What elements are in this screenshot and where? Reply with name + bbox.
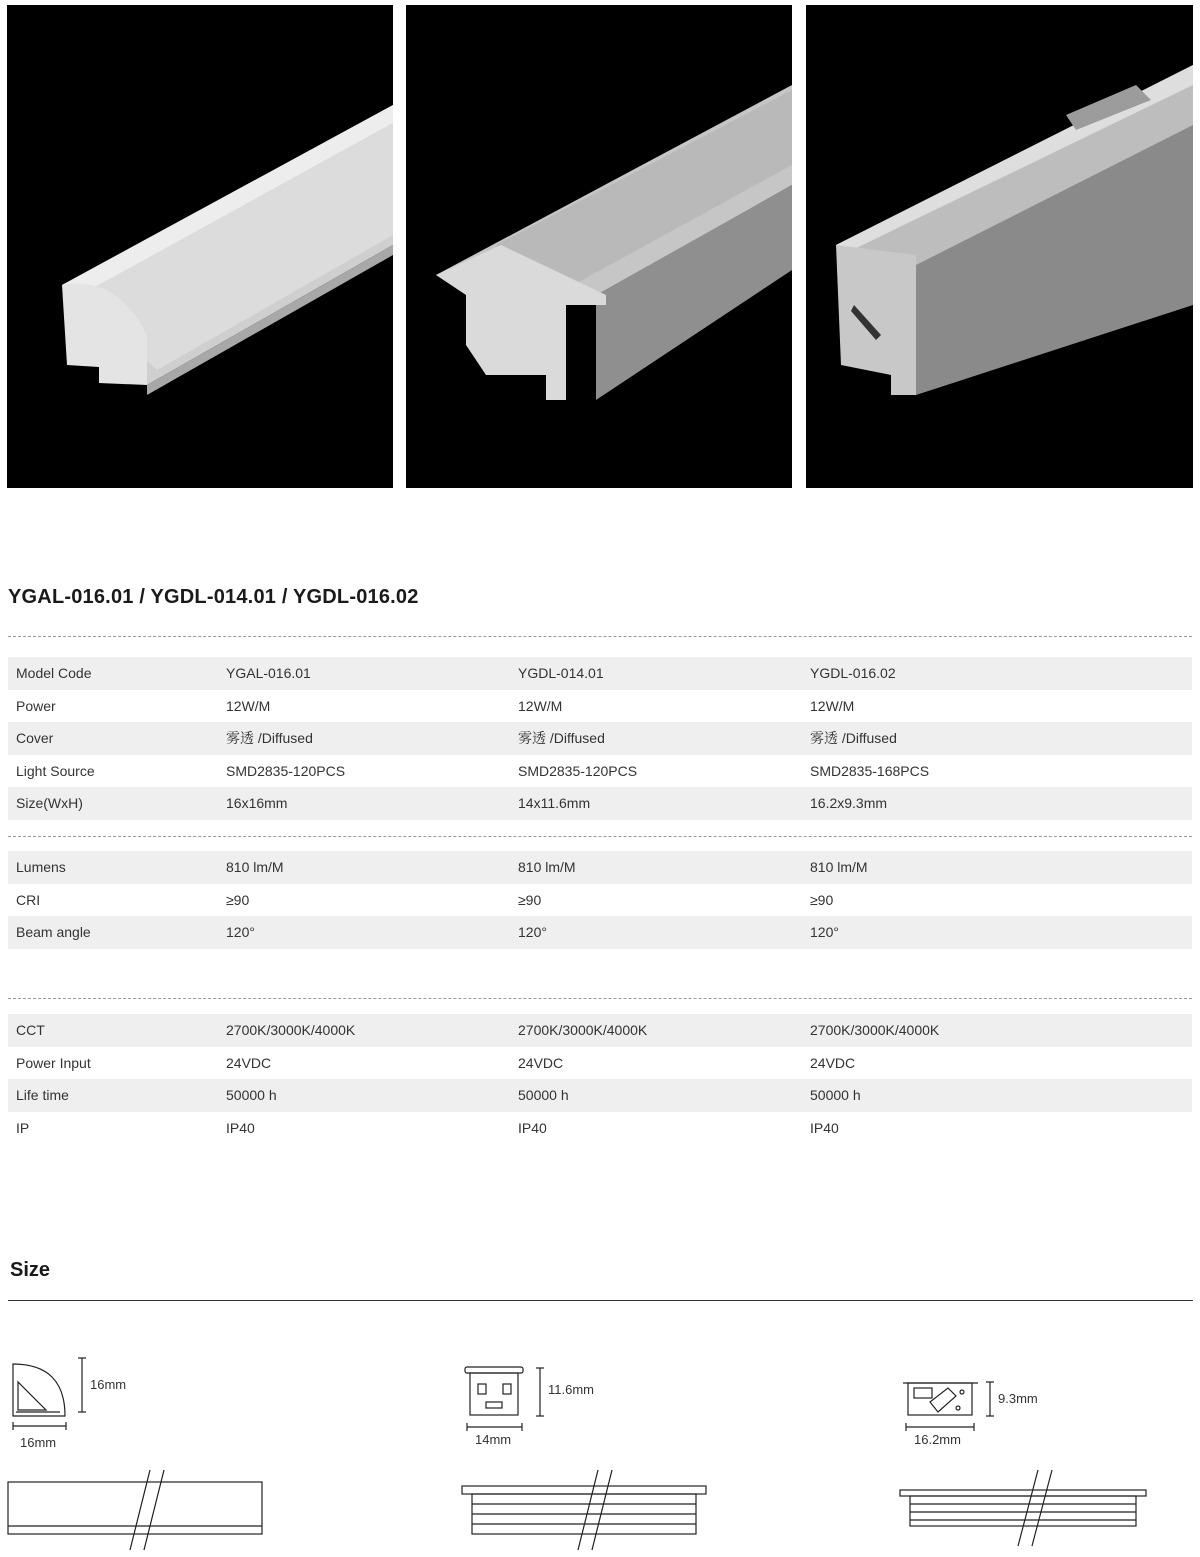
spec-value: 120° bbox=[810, 924, 839, 941]
spec-value: SMD2835-120PCS bbox=[226, 762, 346, 779]
spec-table-group-2 bbox=[8, 851, 1192, 949]
spec-value: 810 lm/M bbox=[226, 859, 284, 876]
spec-value: IP40 bbox=[518, 1119, 547, 1136]
spec-value: 50000 h bbox=[518, 1087, 569, 1104]
spec-row bbox=[8, 1047, 1192, 1080]
spec-value: ≥90 bbox=[226, 891, 250, 908]
spec-row bbox=[8, 690, 1192, 723]
spec-label: Lumens bbox=[16, 859, 66, 876]
spec-value: 2700K/3000K/4000K bbox=[226, 1022, 356, 1039]
dashed-divider bbox=[8, 836, 1192, 837]
spec-value: 24VDC bbox=[226, 1054, 272, 1071]
product-photo-ygal-016-01 bbox=[7, 5, 393, 488]
spec-value: 12W/M bbox=[810, 697, 855, 714]
dimension-drawings-svg bbox=[0, 1340, 1200, 1557]
long-view-ygdl-014 bbox=[462, 1470, 706, 1550]
spec-value: IP40 bbox=[810, 1119, 839, 1136]
profile-drawing-ygdl-016 bbox=[903, 1382, 994, 1431]
spec-value: YGDL-016.02 bbox=[810, 665, 896, 682]
spec-value: 2700K/3000K/4000K bbox=[810, 1022, 940, 1039]
spec-value: SMD2835-168PCS bbox=[810, 762, 930, 779]
spec-value: YGAL-016.01 bbox=[226, 665, 311, 682]
spec-label: CCT bbox=[16, 1022, 45, 1039]
profile-drawing-ygal bbox=[13, 1358, 86, 1430]
spec-label: Power Input bbox=[16, 1054, 91, 1071]
dim-height-label: 16mm bbox=[90, 1377, 127, 1392]
spec-row bbox=[8, 1014, 1192, 1047]
spec-row bbox=[8, 851, 1192, 884]
dim-width-label: 14mm bbox=[475, 1432, 512, 1447]
spec-value: 50000 h bbox=[226, 1087, 277, 1104]
dim-width-label: 16mm bbox=[20, 1435, 57, 1450]
spec-label: CRI bbox=[16, 891, 41, 908]
size-section-title: Size bbox=[10, 1259, 51, 1281]
spec-row bbox=[8, 657, 1192, 690]
spec-value: 12W/M bbox=[226, 697, 271, 714]
long-view-ygal bbox=[8, 1470, 262, 1550]
spec-label: Power bbox=[16, 697, 56, 714]
spec-label: Model Code bbox=[16, 665, 92, 682]
spec-value: YGDL-014.01 bbox=[518, 665, 604, 682]
spec-value: 24VDC bbox=[810, 1054, 856, 1071]
spec-value: 14x11.6mm bbox=[518, 795, 591, 812]
dim-height-label: 9.3mm bbox=[998, 1391, 1038, 1406]
spec-row bbox=[8, 884, 1192, 917]
spec-value: ≥90 bbox=[518, 891, 542, 908]
spec-label: IP bbox=[16, 1119, 30, 1136]
page-title: YGAL-016.01 / YGDL-014.01 / YGDL-016.02 bbox=[8, 586, 419, 608]
spec-value: 810 lm/M bbox=[518, 859, 576, 876]
spec-row bbox=[8, 755, 1192, 788]
spec-value: 2700K/3000K/4000K bbox=[518, 1022, 648, 1039]
spec-value: 120° bbox=[226, 924, 255, 941]
spec-row bbox=[8, 916, 1192, 949]
spec-value: 雾透 /Diffused bbox=[226, 730, 313, 747]
product-photo-ygdl-016-02 bbox=[806, 5, 1193, 488]
spec-label: Light Source bbox=[16, 762, 95, 779]
spec-label: Life time bbox=[16, 1087, 69, 1104]
size-divider bbox=[8, 1300, 1193, 1301]
spec-label: Size(WxH) bbox=[16, 795, 83, 812]
spec-table-group-1 bbox=[8, 657, 1192, 820]
spec-label: Beam angle bbox=[16, 924, 91, 941]
spec-row bbox=[8, 787, 1192, 820]
dim-height-label: 11.6mm bbox=[548, 1382, 594, 1397]
dashed-divider bbox=[8, 998, 1192, 999]
spec-value: 24VDC bbox=[518, 1054, 564, 1071]
spec-table-group-3 bbox=[8, 1014, 1192, 1144]
spec-value: 120° bbox=[518, 924, 547, 941]
spec-label: Cover bbox=[16, 730, 54, 747]
spec-value: ≥90 bbox=[810, 891, 834, 908]
spec-value: 雾透 /Diffused bbox=[518, 730, 605, 747]
spec-value: SMD2835-120PCS bbox=[518, 762, 638, 779]
product-photo-ygdl-014-01 bbox=[406, 5, 792, 488]
spec-value: 50000 h bbox=[810, 1087, 861, 1104]
spec-row bbox=[8, 1079, 1192, 1112]
spec-value: 810 lm/M bbox=[810, 859, 868, 876]
spec-value: 雾透 /Diffused bbox=[810, 730, 897, 747]
long-view-ygdl-016 bbox=[900, 1470, 1146, 1546]
dashed-divider bbox=[8, 636, 1192, 637]
size-drawings bbox=[0, 1340, 1200, 1557]
spec-value: 16x16mm bbox=[226, 795, 288, 812]
spec-row bbox=[8, 1112, 1192, 1145]
spec-row bbox=[8, 722, 1192, 755]
spec-value: 16.2x9.3mm bbox=[810, 795, 888, 812]
profile-drawing-ygdl-014 bbox=[465, 1367, 544, 1431]
spec-value: 12W/M bbox=[518, 697, 563, 714]
dim-width-label: 16.2mm bbox=[914, 1432, 961, 1447]
spec-value: IP40 bbox=[226, 1119, 255, 1136]
